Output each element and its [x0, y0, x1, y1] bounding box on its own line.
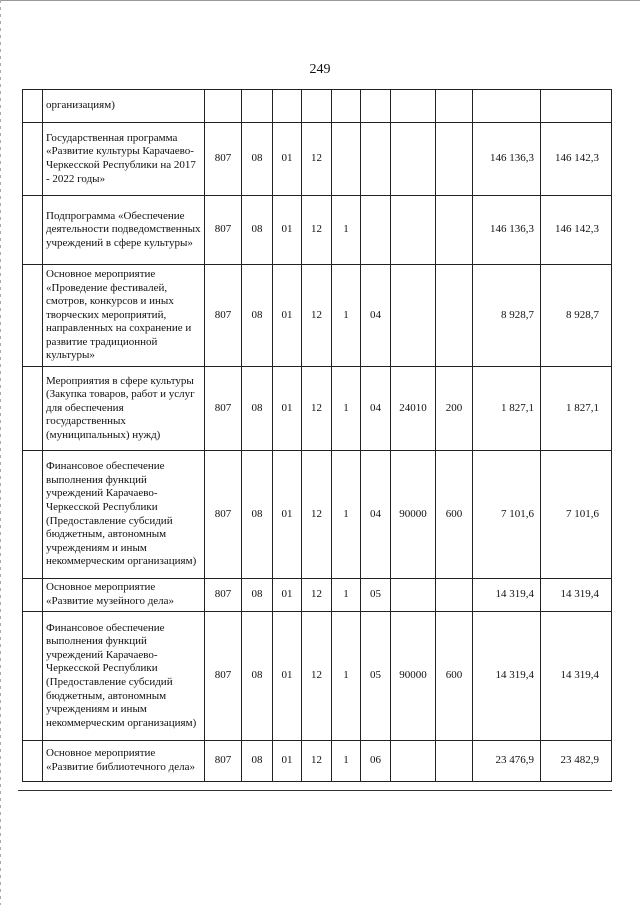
expense-type-code-cell: 200	[436, 367, 473, 451]
subsection-code-cell: 01	[273, 265, 302, 367]
scan-top-edge	[0, 0, 640, 1]
item-name-cell: Мероприятия в сфере культуры (Закупка товаров, работ и услуг для обеспечения государственных (муниципальных) нужд)	[43, 367, 205, 451]
program-code-cell: 12	[302, 196, 332, 265]
subprogram-code-cell: 1	[332, 612, 361, 741]
expense-type-code-cell: 600	[436, 451, 473, 579]
row-number-cell	[23, 196, 43, 265]
amount-year-1-cell: 8 928,7	[473, 265, 541, 367]
subsection-code-cell: 01	[273, 451, 302, 579]
amount-year-2-cell: 23 482,9	[541, 741, 612, 782]
event-code-cell	[361, 196, 391, 265]
direction-code-cell: 24010	[391, 367, 436, 451]
direction-code-cell	[391, 196, 436, 265]
table-row	[23, 451, 612, 579]
item-name-cell: Финансовое обеспечение выполнения функций учреждений Карачаево-Черкесской Республики (Предоставление субсидий бюджетным, автономным учреждениям и иным некоммерческим организациям)	[43, 612, 205, 741]
bottom-rule	[18, 790, 612, 791]
amount-year-2-cell: 7 101,6	[541, 451, 612, 579]
program-code-cell: 12	[302, 612, 332, 741]
admin-code-cell: 807	[205, 741, 242, 782]
amount-year-1-cell: 146 136,3	[473, 123, 541, 196]
row-number-cell	[23, 265, 43, 367]
amount-year-2-cell: 8 928,7	[541, 265, 612, 367]
expense-type-code-cell	[436, 265, 473, 367]
table-body	[23, 90, 612, 782]
item-name-cell: Основное мероприятие «Развитие музейного дела»	[43, 579, 205, 612]
section-code-cell	[242, 90, 273, 123]
admin-code-cell: 807	[205, 123, 242, 196]
direction-code-cell	[391, 741, 436, 782]
event-code-cell: 04	[361, 265, 391, 367]
direction-code-cell: 90000	[391, 612, 436, 741]
table-row	[23, 741, 612, 782]
direction-code-cell	[391, 579, 436, 612]
table-row	[23, 90, 612, 123]
item-name-cell: организациям)	[43, 90, 205, 123]
table-row	[23, 123, 612, 196]
item-name-cell: Финансовое обеспечение выполнения функций учреждений Карачаево-Черкесской Республики (Предоставление субсидий бюджетным, автономным учреждениям и иным некоммерческим организациям)	[43, 451, 205, 579]
amount-year-1-cell	[473, 90, 541, 123]
admin-code-cell	[205, 90, 242, 123]
scan-left-edge	[0, 0, 1, 905]
event-code-cell: 04	[361, 451, 391, 579]
program-code-cell: 12	[302, 579, 332, 612]
expense-type-code-cell: 600	[436, 612, 473, 741]
section-code-cell: 08	[242, 612, 273, 741]
row-number-cell	[23, 741, 43, 782]
amount-year-1-cell: 23 476,9	[473, 741, 541, 782]
subsection-code-cell: 01	[273, 367, 302, 451]
subsection-code-cell: 01	[273, 196, 302, 265]
table-row	[23, 196, 612, 265]
amount-year-2-cell: 146 142,3	[541, 123, 612, 196]
section-code-cell: 08	[242, 741, 273, 782]
section-code-cell: 08	[242, 579, 273, 612]
event-code-cell: 05	[361, 612, 391, 741]
subprogram-code-cell	[332, 123, 361, 196]
amount-year-1-cell: 7 101,6	[473, 451, 541, 579]
subsection-code-cell: 01	[273, 612, 302, 741]
item-name-cell: Основное мероприятие «Развитие библиотечного дела»	[43, 741, 205, 782]
budget-table	[22, 89, 612, 782]
event-code-cell	[361, 123, 391, 196]
amount-year-2-cell: 146 142,3	[541, 196, 612, 265]
amount-year-1-cell: 14 319,4	[473, 579, 541, 612]
event-code-cell	[361, 90, 391, 123]
row-number-cell	[23, 90, 43, 123]
direction-code-cell: 90000	[391, 451, 436, 579]
section-code-cell: 08	[242, 451, 273, 579]
admin-code-cell: 807	[205, 196, 242, 265]
program-code-cell	[302, 90, 332, 123]
row-number-cell	[23, 123, 43, 196]
section-code-cell: 08	[242, 196, 273, 265]
subsection-code-cell	[273, 90, 302, 123]
program-code-cell: 12	[302, 123, 332, 196]
page-number: 249	[309, 62, 331, 77]
amount-year-2-cell: 14 319,4	[541, 579, 612, 612]
subsection-code-cell: 01	[273, 741, 302, 782]
amount-year-1-cell: 146 136,3	[473, 196, 541, 265]
amount-year-2-cell: 1 827,1	[541, 367, 612, 451]
table-row	[23, 612, 612, 741]
subprogram-code-cell: 1	[332, 196, 361, 265]
program-code-cell: 12	[302, 367, 332, 451]
admin-code-cell: 807	[205, 367, 242, 451]
row-number-cell	[23, 612, 43, 741]
direction-code-cell	[391, 123, 436, 196]
section-code-cell: 08	[242, 367, 273, 451]
event-code-cell: 05	[361, 579, 391, 612]
subprogram-code-cell: 1	[332, 451, 361, 579]
admin-code-cell: 807	[205, 451, 242, 579]
subprogram-code-cell: 1	[332, 367, 361, 451]
subprogram-code-cell	[332, 90, 361, 123]
subsection-code-cell: 01	[273, 579, 302, 612]
expense-type-code-cell	[436, 123, 473, 196]
table-row	[23, 367, 612, 451]
expense-type-code-cell	[436, 741, 473, 782]
event-code-cell: 04	[361, 367, 391, 451]
direction-code-cell	[391, 90, 436, 123]
amount-year-2-cell	[541, 90, 612, 123]
direction-code-cell	[391, 265, 436, 367]
admin-code-cell: 807	[205, 265, 242, 367]
program-code-cell: 12	[302, 741, 332, 782]
admin-code-cell: 807	[205, 612, 242, 741]
row-number-cell	[23, 451, 43, 579]
subprogram-code-cell: 1	[332, 741, 361, 782]
amount-year-2-cell: 14 319,4	[541, 612, 612, 741]
expense-type-code-cell	[436, 196, 473, 265]
subsection-code-cell: 01	[273, 123, 302, 196]
section-code-cell: 08	[242, 123, 273, 196]
table-row	[23, 579, 612, 612]
expense-type-code-cell	[436, 90, 473, 123]
subprogram-code-cell: 1	[332, 579, 361, 612]
table-row	[23, 265, 612, 367]
admin-code-cell: 807	[205, 579, 242, 612]
amount-year-1-cell: 14 319,4	[473, 612, 541, 741]
section-code-cell: 08	[242, 265, 273, 367]
item-name-cell: Государственная программа «Развитие культуры Карачаево-Черкесской Республики на 2017 - 2022 годы»	[43, 123, 205, 196]
program-code-cell: 12	[302, 451, 332, 579]
row-number-cell	[23, 367, 43, 451]
subprogram-code-cell: 1	[332, 265, 361, 367]
event-code-cell: 06	[361, 741, 391, 782]
item-name-cell: Подпрограмма «Обеспечение деятельности подведомственных учреждений в сфере культуры»	[43, 196, 205, 265]
row-number-cell	[23, 579, 43, 612]
expense-type-code-cell	[436, 579, 473, 612]
amount-year-1-cell: 1 827,1	[473, 367, 541, 451]
item-name-cell: Основное мероприятие «Проведение фестивалей, смотров, конкурсов и иных творческих мероприятий, направленных на сохранение и развитие традиционной культуры»	[43, 265, 205, 367]
program-code-cell: 12	[302, 265, 332, 367]
